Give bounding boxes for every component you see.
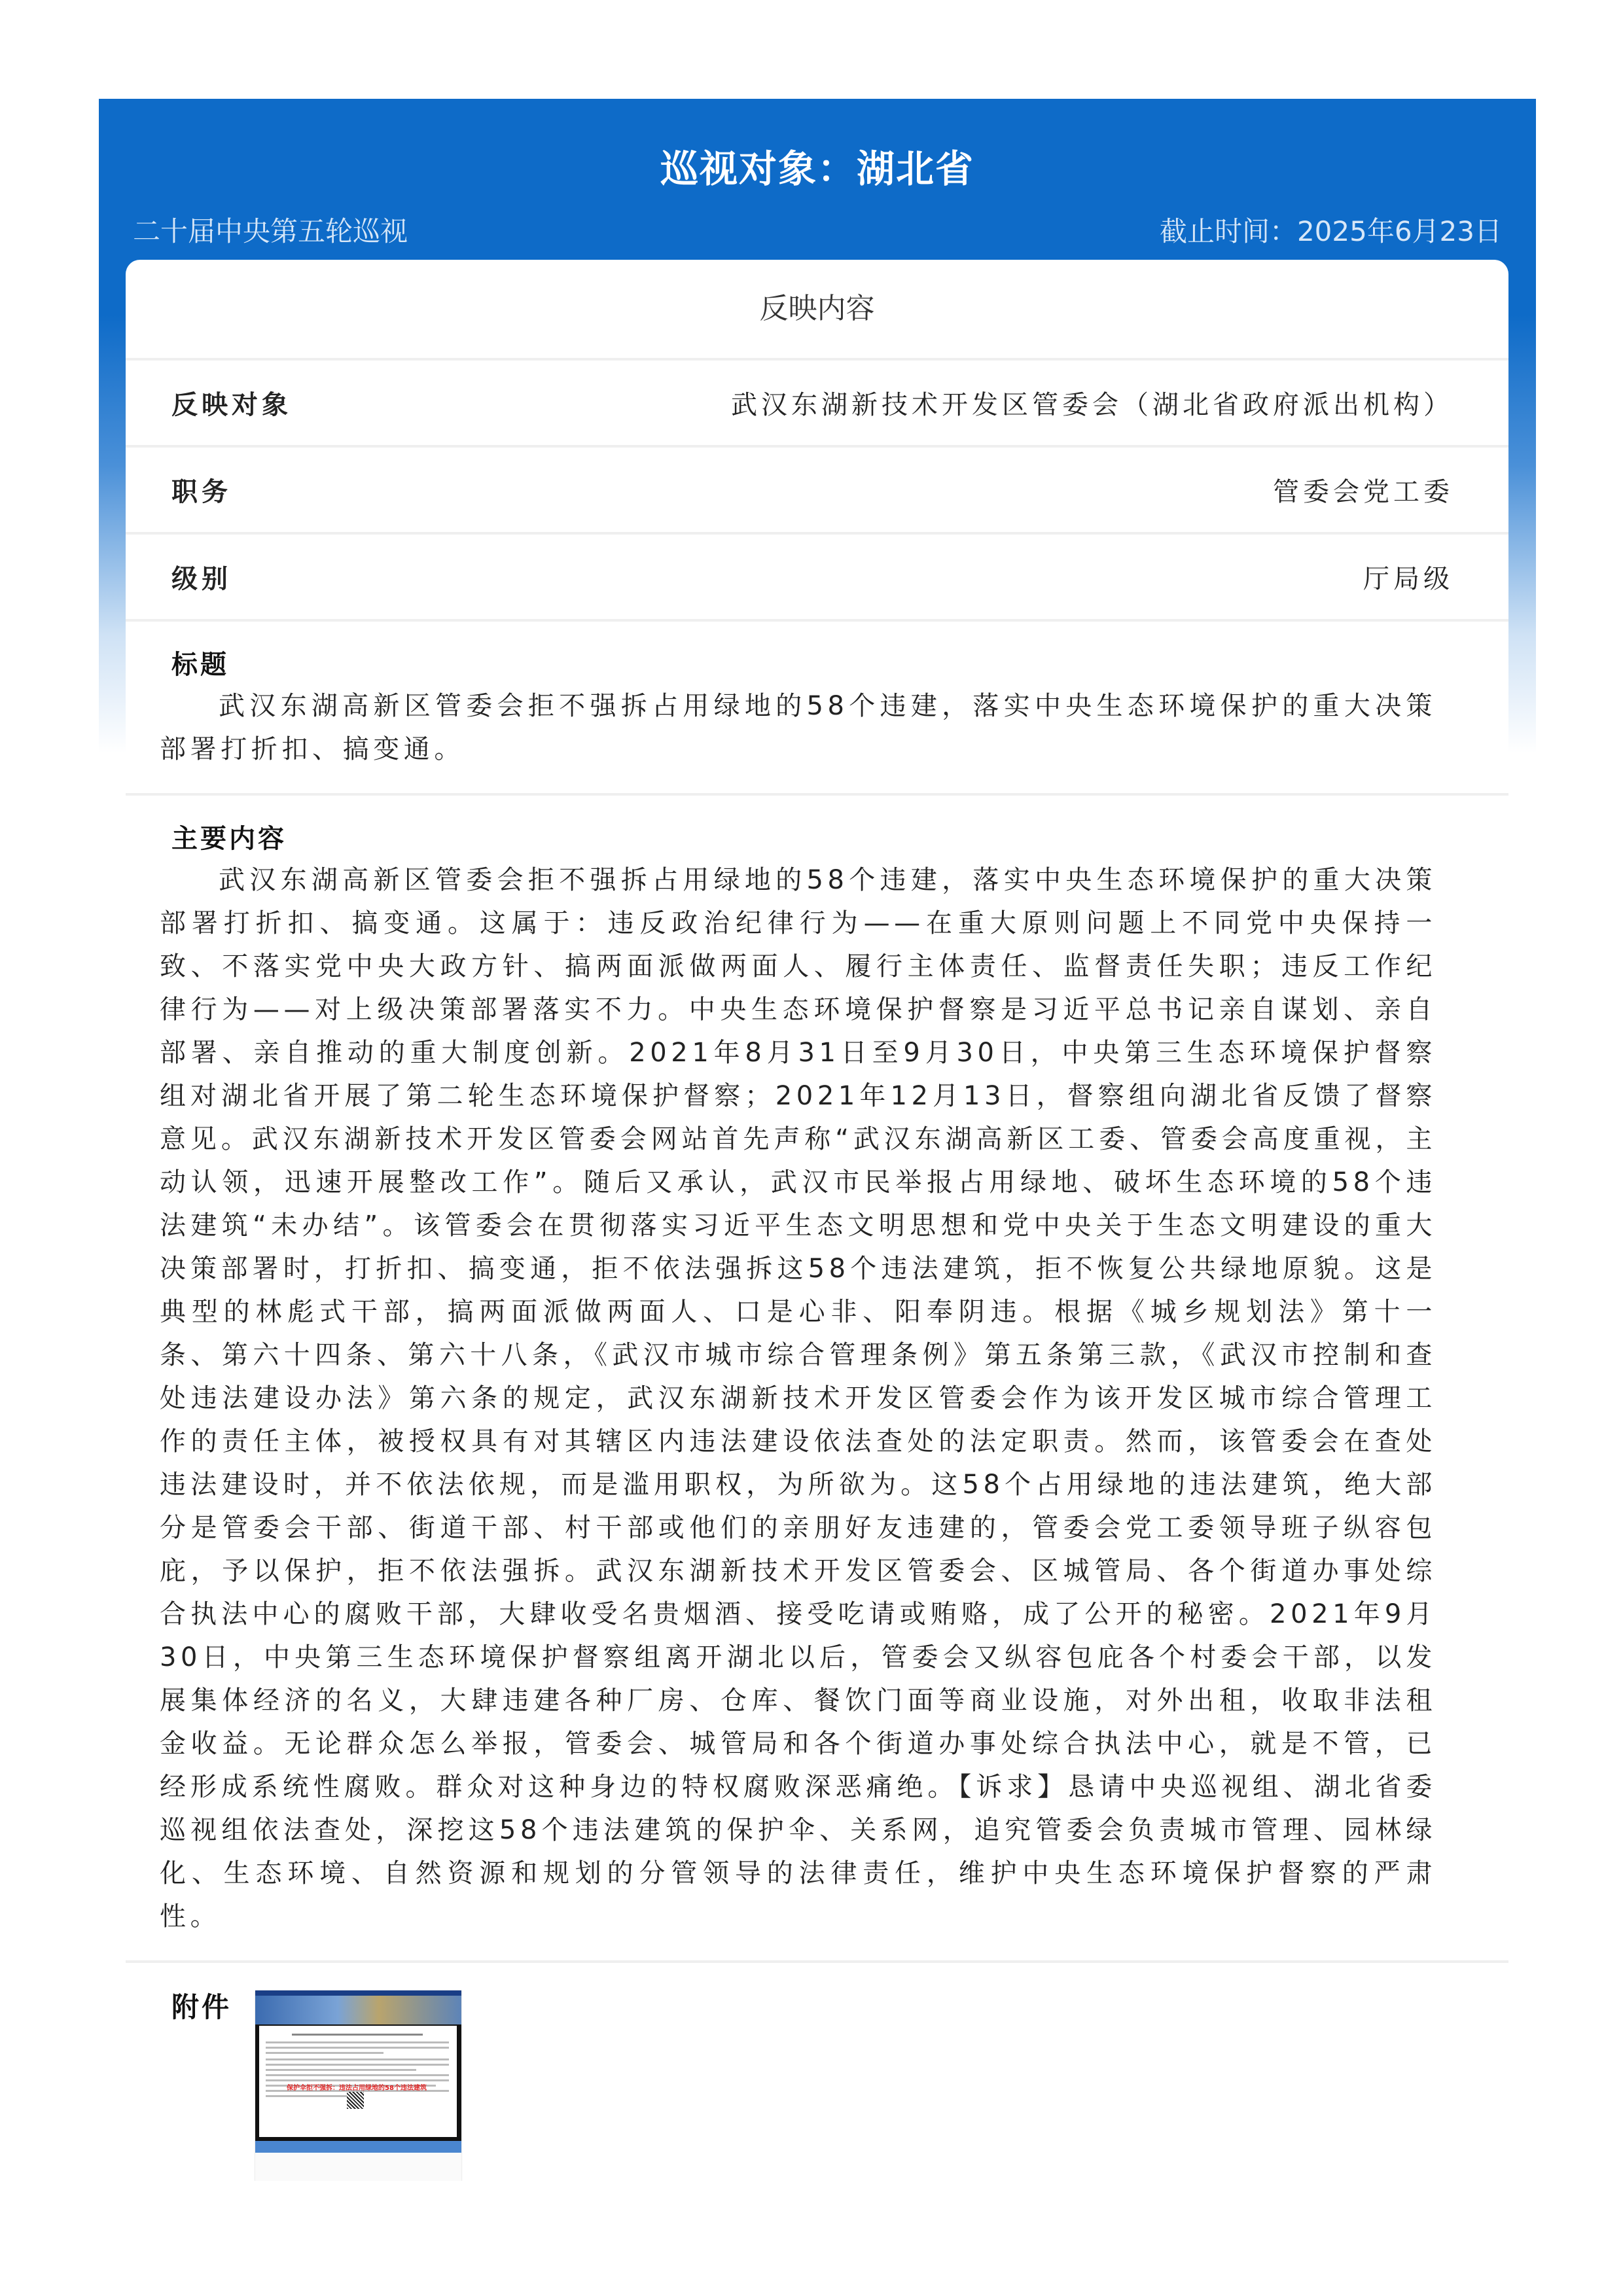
qr-code-icon [347,2092,364,2109]
section-label: 主要内容 [171,824,287,854]
thumb-line [266,2047,449,2049]
thumb-banner [255,1996,461,2024]
thumb-line [266,2069,416,2071]
row-label: 反映对象 [171,390,292,420]
thumb-page [259,2026,457,2137]
card-heading: 反映内容 [126,260,1508,361]
section-label: 附件 [171,1991,232,2023]
thumb-caption: 保护伞拒不强拆：违法占用绿地的58个违法建筑 [287,2085,427,2092]
report-panel [99,99,1536,2181]
thumb-line [266,2058,449,2060]
thumb-line [266,2074,449,2076]
content-card [126,260,1508,2181]
attachment-section [126,1963,1508,2181]
title-text: 武汉东湖高新区管委会拒不强拆占用绿地的58个违建，落实中央生态环境保护的重大决策部署打折扣、搞变通。 [160,691,1436,764]
attachment-thumbnail[interactable] [255,1990,461,2181]
row-value: 管委会党工委 [1273,477,1454,507]
thumb-line [266,2079,449,2081]
main-content-section [126,796,1508,1963]
thumb-topbar [255,1990,461,1996]
inspection-round: 二十届中央第五轮巡视 [133,215,408,247]
page-title: 巡视对象：湖北省 [660,147,974,191]
row-label: 级别 [171,564,232,594]
row-target [126,361,1508,448]
row-value: 厅局级 [1363,564,1454,594]
row-value: 武汉东湖新技术开发区管委会（湖北省政府派出机构） [731,390,1454,420]
row-label: 职务 [171,477,232,507]
thumb-line [266,2052,383,2054]
thumb-line [292,2034,423,2036]
thumb-line [266,2041,449,2043]
thumb-footer [255,2153,461,2181]
main-content-text: 武汉东湖高新区管委会拒不强拆占用绿地的58个违建，落实中央生态环境保护的重大决策部署打折扣、搞变通。这属于：违反政治纪律行为——在重大原则问题上不同党中央保持一致、不落实党中央大政方针、搞两面派做两面人、履行主体责任、监督责任失职；违反工作纪律行为——对上级决策部署落实不力。中央生态环境保护督察是习近平总书记亲自谋划、亲自部署、亲自推动的重大制度创新。2021年8月31日至9月30日，中央第三生态环境保护督察组对湖北省开展了第二轮生态环境保护督察；2021年12月13日，督察组向湖北省反馈了督察意见。武汉东湖新技术开发区管委会网站首先声称“武汉东湖高新区工委、管委会高度重视，主动认领，迅速开展整改工作”。随后又承认，武汉市民举报占用绿地、破坏生态环境的58个违法建筑“未办结”。该管委会在贯彻落实习近平生态文明思想和党中央关于生态文明建设的重大决策部署时，打折扣、搞变通，拒不依法强拆这58个违法建筑，拒不恢复公共绿地原貌。这是典型的林彪式干部，搞两面派做两面人、口是心非、阳奉阴违。根据《城乡规划法》第十一条、第六十四条、第六十八条，《武汉市城市综合管理条例》第五条第三款，《武汉市控制和查处违法建设办法》第六条的规定，武汉东湖新技术开发区管委会作为该开发区城市综合管理工作的责任主体，被授权具有对其辖区内违法建设依法查处的法定职责。然而，该管委会在查处违法建设时，并不依法依规，而是滥用职权，为所欲为。这58个占用绿地的违法建筑，绝大部分是管委会干部、街道干部、村干部或他们的亲朋好友违建的，管委会党工委领导班子纵容包庇，予以保护，拒不依法强拆。武汉东湖新技术开发区管委会、区城管局、各个街道办事处综合执法中心的腐败干部，大肆收受名贵烟酒、接受吃请或贿赂，成了公开的秘密。2021年9月30日，中央第三生态环境保护督察组离开湖北以后，管委会又纵容包庇各个村委会干部，以发展集体经济的名义，大肆违建各种厂房、仓库、餐饮门面等商业设施，对外出租，收取非法租金收益。无论群众怎么举报，管委会、城管局和各个街道办事处综合执法中心，就是不管，已经形成系统性腐败。群众对这种身边的特权腐败深恶痛绝。【诉求】恳请中央巡视组、湖北省委巡视组依法查处，深挖这58个违法建筑的保护伞、关系网，追究管委会负责城市管理、园林绿化、生态环境、自然资源和规划的分管领导的法律责任，维护中央生态环境保护督察的严肃性。 [160,865,1436,1932]
row-level [126,535,1508,622]
title-section [126,622,1508,796]
section-label: 标题 [171,650,229,680]
thumb-footer-nav [255,2141,461,2153]
row-position [126,448,1508,535]
deadline: 截止时间：2025年6月23日 [1159,215,1502,247]
thumb-line [266,2064,449,2066]
